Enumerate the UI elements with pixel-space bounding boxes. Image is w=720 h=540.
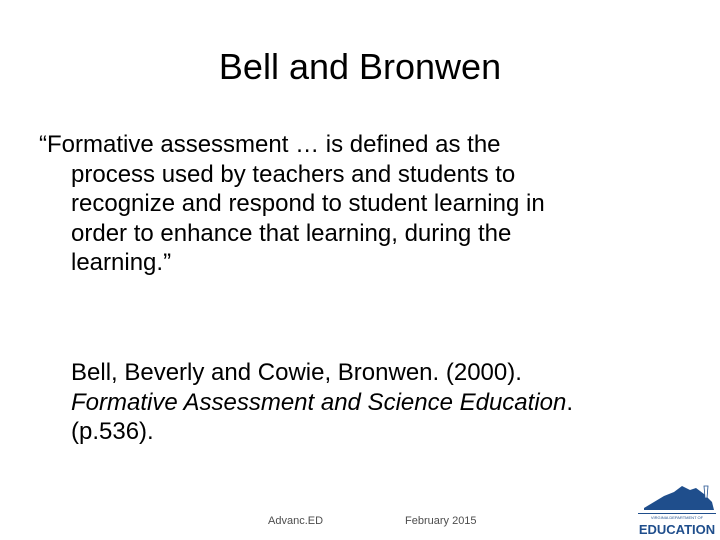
quote-line: learning.”: [71, 249, 172, 276]
logo-small-text: VIRGINIA DEPARTMENT OF: [650, 515, 704, 520]
state-outline-icon: [644, 486, 714, 510]
citation-page: (p.536).: [71, 418, 154, 445]
quote-line: process used by teachers and students to: [71, 160, 516, 188]
logo-word: EDUCATION: [638, 522, 716, 537]
quote-line: order to enhance that learning, during the: [71, 219, 512, 247]
citation-title: Formative Assessment and Science Education: [71, 388, 567, 416]
slide-title: Bell and Bronwen: [218, 46, 502, 87]
citation-authors: Bell, Beverly and Cowie, Bronwen. (2000).: [71, 359, 522, 386]
footer-date: February 2015: [405, 515, 477, 527]
citation-title-period: .: [566, 388, 574, 416]
quote-line: recognize and respond to student learning in: [71, 190, 545, 217]
footer-organization: Advanc.ED: [268, 515, 324, 527]
citation-title-line: [71, 388, 711, 418]
quote-block: [39, 130, 679, 278]
citation-block: [71, 358, 711, 447]
quote-line: “Formative assessment … is defined as the: [39, 131, 501, 158]
torch-icon: [704, 486, 708, 498]
virginia-doe-logo: [634, 482, 718, 538]
